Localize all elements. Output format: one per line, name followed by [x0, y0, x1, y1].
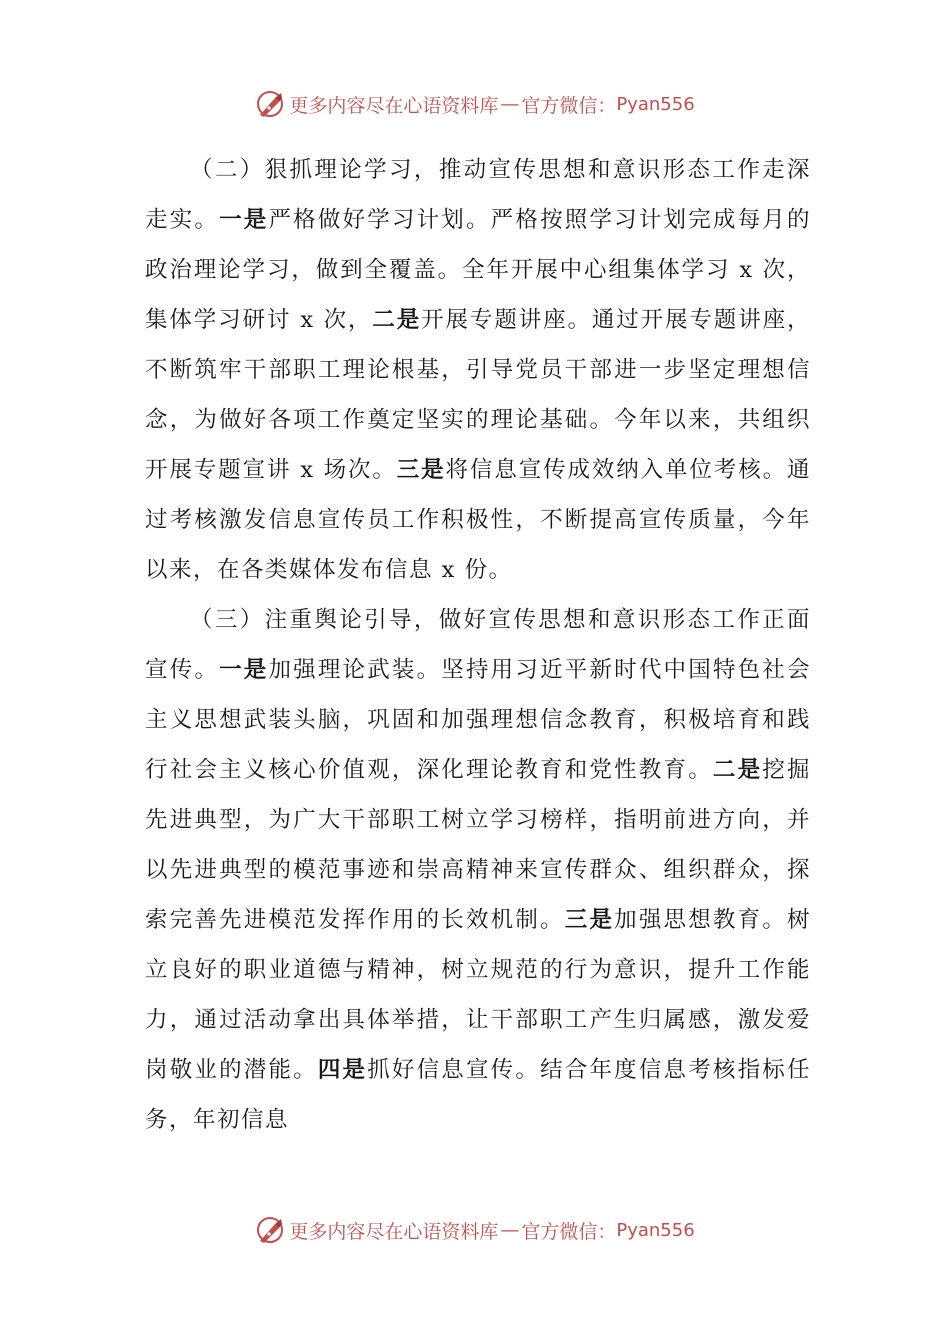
- bold-lead-phrase: 三是: [396, 457, 446, 483]
- text-segment: 加强思想教育。树立良好的职业道德与精神，树立规范的行为意识，提升工作能力，通过活动拿出具体举措，让干部职工产生归属感，激发爱岗敬业的潜能。: [145, 907, 811, 1083]
- body-text: [145, 145, 811, 1145]
- bold-lead-phrase: 一是: [219, 657, 269, 683]
- paragraph-3: [145, 595, 811, 1145]
- text-segment: 抓好信息宣传。结合年度信息考核指标任务，年初信息: [145, 1057, 811, 1133]
- text-segment: 挖掘先进典型，为广大干部职工树立学习榜样，指明前进方向，并以先进典型的模范事迹和崇高精神来宣传群众、组织群众，探索完善先进模范发挥作用的长效机制。: [145, 757, 811, 933]
- bold-lead-phrase: 四是: [317, 1057, 368, 1083]
- banner-text: 更多内容尽在心语资料库: [289, 1220, 499, 1243]
- text-segment: 严格做好学习计划。严格按照学习计划完成每月的政治理论学习，做到全覆盖。全年开展中心组集体学习 x 次，集体学习研讨 x 次，: [145, 207, 811, 333]
- text-segment: （二）狠抓理论学习，推动宣传思想和意识形态工作走深走实。: [145, 157, 811, 233]
- paragraph-2: [145, 145, 811, 595]
- banner-wechat-id: Pyan556: [616, 93, 695, 115]
- text-segment: 加强理论武装。坚持用习近平新时代中国特色社会主义思想武装头脑，巩固和加强理想信念教育，积极培育和践行社会主义核心价值观，深化理论教育和党性教育。: [145, 657, 811, 783]
- pen-nib-icon: [255, 1215, 285, 1245]
- text-segment: 将信息宣传成效纳入单位考核。通过考核激发信息宣传员工作积极性，不断提高宣传质量，今年以来，在各类媒体发布信息 x 份。: [145, 457, 811, 583]
- bold-lead-phrase: 二是: [712, 757, 763, 783]
- banner-wechat-id: Pyan556: [616, 1219, 695, 1241]
- header-banner: [0, 84, 950, 124]
- pen-nib-icon: [255, 89, 285, 119]
- banner-dash: —: [500, 1219, 520, 1241]
- text-segment: （三）注重舆论引导，做好宣传思想和意识形态工作正面宣传。: [145, 607, 811, 683]
- banner-dash: —: [500, 93, 520, 115]
- bold-lead-phrase: 三是: [564, 907, 615, 933]
- banner-wechat-label: 官方微信：: [521, 1220, 617, 1243]
- bold-lead-phrase: 一是: [219, 207, 269, 233]
- footer-banner: [0, 1210, 950, 1250]
- text-segment: 开展专题讲座。通过开展专题讲座，不断筑牢干部职工理论根基，引导党员干部进一步坚定理想信念，为做好各项工作奠定坚实的理论基础。今年以来，共组织开展专题宣讲 x 场次。: [145, 307, 811, 483]
- banner-text: 更多内容尽在心语资料库: [289, 94, 499, 117]
- bold-lead-phrase: 二是: [372, 307, 422, 333]
- banner-wechat-label: 官方微信：: [521, 94, 617, 117]
